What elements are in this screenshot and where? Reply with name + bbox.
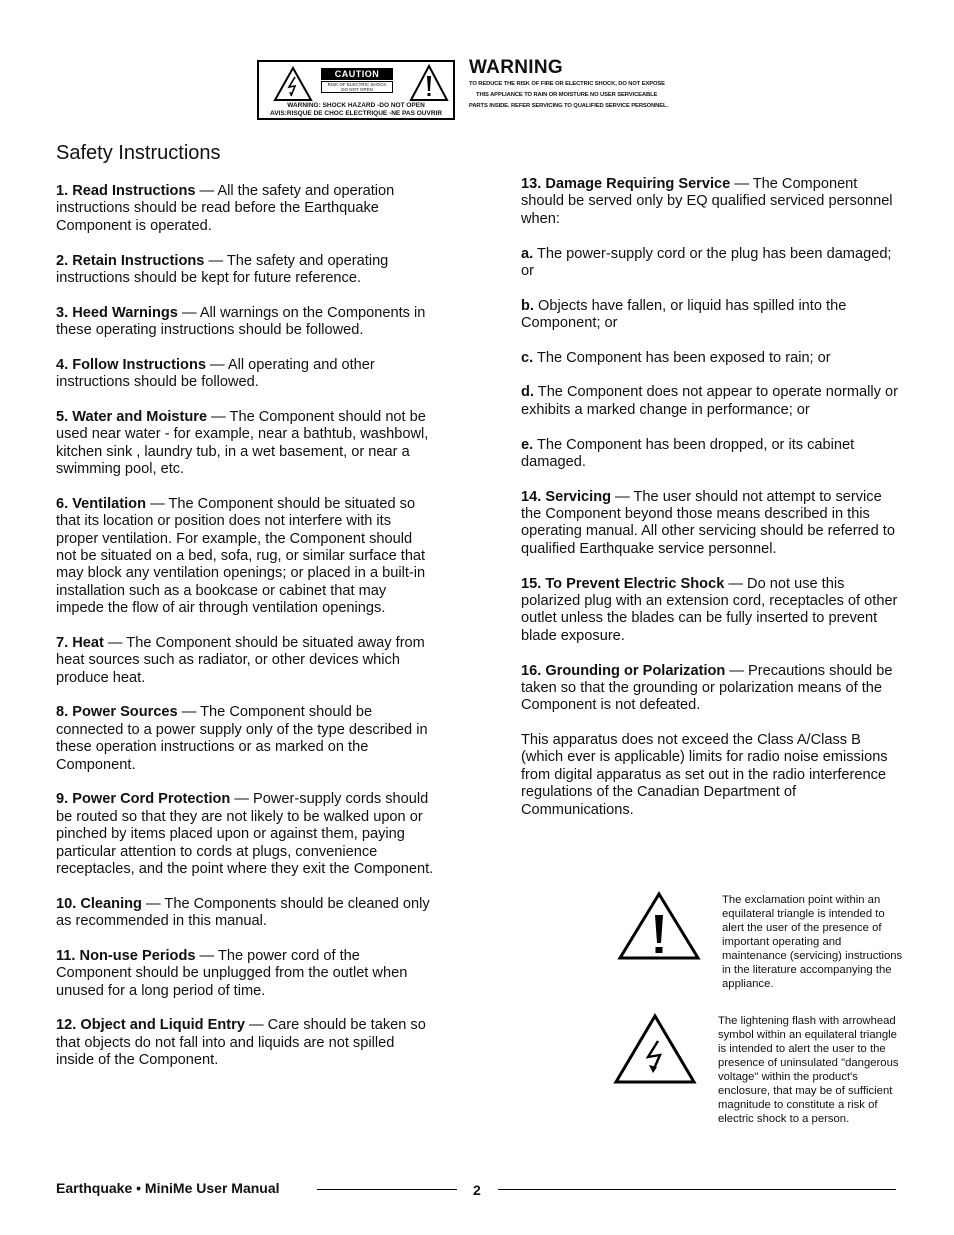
instruction-heading: 13. Damage Requiring Service (521, 176, 731, 192)
warning-line: PARTS INSIDE. REFER SERVICING TO QUALIFIED SERVICE PERSONNEL. (469, 103, 668, 109)
instruction-body: — Do not use this polarized plug with an extension cord, receptacles of other outlet unless the blades can be fully inserted to prevent blade exposure. (521, 575, 898, 644)
subitem-letter: e. (521, 436, 534, 453)
instruction-item (521, 576, 901, 646)
left-column (56, 183, 436, 1087)
instruction-body: — The power cord of the Component should be unplugged from the outlet when unused for a long period of time. (56, 947, 408, 999)
instruction-heading: 16. Grounding or Polarization (521, 662, 726, 679)
instruction-heading: 10. Cleaning (56, 895, 142, 912)
exclamation-symbol-description: The exclamation point within an equilateral triangle is intended to alert the user of the presence of important operating and maintenance (servicing) instructions in the literature accompanying the appliance. (722, 894, 903, 990)
lightning-triangle-icon (273, 66, 313, 102)
compliance-statement (521, 732, 901, 819)
instruction-body: — Power-supply cords should be routed so that they are not likely to be walked upon or pinched by items placed upon or against them, paying particular attention to cords at plugs, convenience receptacles, and the point where they exit the Component. (56, 791, 434, 877)
instruction-item (56, 896, 436, 931)
caution-sub-line: RISK OF ELECTRIC SHOCK (327, 82, 387, 87)
right-column (521, 176, 901, 836)
subitem-letter: d. (521, 384, 534, 401)
caution-footer (259, 102, 453, 118)
subitem-body: The Component does not appear to operate normally or exhibits a marked change in performance; or (521, 384, 898, 418)
instruction-heading: 8. Power Sources (56, 704, 178, 721)
subitem-letter: b. (521, 297, 534, 314)
instruction-subitem (521, 384, 901, 419)
caution-sub-line: DO NOT OPEN (341, 87, 373, 92)
caution-footer-line: AVIS:RISQUE DE CHOC ELECTRIQUE -NE PAS OUVRIR (269, 110, 443, 117)
instruction-body: — All the safety and operation instructions should be read before the Earthquake Component is operated. (56, 183, 395, 234)
instruction-body: — All warnings on the Components in these operating instructions should be followed. (56, 304, 426, 339)
instruction-body: — The Component should be connected to a power supply only of the type described in these operation instructions or as marked on the Component. (56, 704, 428, 773)
footer-manual-title: Earthquake • MiniMe User Manual (56, 1180, 280, 1196)
instruction-item (56, 357, 436, 392)
instruction-item (521, 663, 901, 715)
instruction-subitem (521, 437, 901, 472)
instruction-item (56, 305, 436, 340)
instruction-subitem (521, 350, 901, 367)
subitem-body: Objects have fallen, or liquid has spilled into the Component; or (521, 297, 847, 332)
caution-label: CAUTION (321, 68, 393, 80)
instruction-item (56, 253, 436, 288)
instruction-item (56, 1017, 436, 1069)
subitem-body: The Component has been exposed to rain; or (533, 349, 831, 366)
caution-label-box (257, 60, 455, 120)
instruction-body: — The safety and operating instructions should be kept for future reference. (56, 252, 389, 286)
instruction-heading: 15. To Prevent Electric Shock (521, 575, 725, 592)
instruction-body: — All operating and other instructions should be followed. (56, 356, 375, 391)
instruction-item (56, 409, 436, 479)
subitem-body: The Component has been dropped, or its cabinet damaged. (521, 436, 855, 470)
instruction-body: — The Components should be cleaned only as recommended in this manual. (56, 895, 430, 930)
instruction-body: — The Component should be situated away from heat sources such as radiator, or other devices which produce heat. (56, 634, 425, 686)
instruction-body: — Precautions should be taken so that the grounding or polarization means of the Component is not defeated. (521, 662, 893, 714)
instruction-item (56, 704, 436, 774)
compliance-text: This apparatus does not exceed the Class A/Class B (which ever is applicable) limits for radio noise emissions from digital apparatus as set out in the radio interference regulations of the Canadian Department of Communications. (521, 732, 888, 818)
instruction-heading: 1. Read Instructions (56, 183, 196, 199)
instruction-subitem (521, 298, 901, 333)
caution-sublabel (321, 81, 393, 93)
subitem-letter: c. (521, 349, 534, 366)
warning-title: WARNING (469, 57, 563, 78)
instruction-heading: 5. Water and Moisture (56, 408, 208, 425)
instruction-subitem (521, 246, 901, 281)
instruction-heading: 11. Non-use Periods (56, 947, 196, 964)
instruction-heading: 14. Servicing (521, 488, 612, 505)
instruction-heading: 2. Retain Instructions (56, 252, 205, 269)
lightning-triangle-icon (613, 1013, 697, 1085)
lightning-symbol-description: The lightening flash with arrowhead symbol within an equilateral triangle is intended to alert the user to the presence of uninsulated "dangerous voltage" within the product's enclosure, that may be of sufficient magnitude to constitute a risk of electric shock to a person. (718, 1015, 899, 1125)
exclamation-triangle-icon (617, 891, 701, 961)
instruction-heading: 12. Object and Liquid Entry (56, 1017, 245, 1034)
exclamation-triangle-icon (409, 64, 449, 102)
instruction-item (56, 948, 436, 1000)
instruction-body: — The Component should be served only by EQ qualified serviced personnel when: (521, 176, 893, 227)
instruction-body: — The Component should be situated so that its location or position does not interfere with its proper ventilation. For example, the Component should not be situated on a bed, sofa, rug, or similar surface that may block any ventilation openings; or placed in a built-in installation such as a bookcase or cabinet that may impede the flow of air through ventilation openings. (56, 495, 426, 617)
subitem-letter: a. (521, 245, 534, 262)
instruction-body: — The user should not attempt to service the Component beyond those means described in this operating manual. All other servicing should be referred to qualified Earthquake service personnel. (521, 488, 895, 557)
instruction-heading: 7. Heat (56, 634, 104, 651)
instruction-heading: 3. Heed Warnings (56, 304, 178, 321)
instruction-item (521, 176, 901, 228)
instruction-item (56, 791, 436, 878)
footer-rule (498, 1189, 896, 1190)
instruction-item (56, 635, 436, 687)
caution-footer-line: WARNING: SHOCK HAZARD -DO NOT OPEN (287, 102, 425, 109)
footer-rule (317, 1189, 457, 1190)
warning-line: THIS APPLIANCE TO RAIN OR MOISTURE NO USER SERVICEABLE (476, 92, 658, 98)
instruction-item (56, 183, 436, 235)
instruction-body: — The Component should not be used near water - for example, near a bathtub, washbowl, kitchen sink , laundry tub, in a wet basement, or near a swimming pool, etc. (56, 408, 429, 478)
instruction-heading: 9. Power Cord Protection (56, 791, 231, 808)
warning-text (469, 79, 729, 112)
instruction-heading: 4. Follow Instructions (56, 356, 206, 373)
instruction-item (56, 496, 436, 618)
page-number: 2 (473, 1182, 481, 1198)
page-title: Safety Instructions (56, 142, 221, 164)
subitem-body: The power-supply cord or the plug has been damaged; or (521, 245, 892, 279)
instruction-item (521, 489, 901, 559)
warning-line: TO REDUCE THE RISK OF FIRE OR ELECTRIC SHOCK, DO NOT EXPOSE (469, 81, 665, 87)
instruction-body: — Care should be taken so that objects do not fall into and liquids are not spilled inside of the Component. (56, 1017, 426, 1069)
instruction-heading: 6. Ventilation (56, 495, 147, 512)
